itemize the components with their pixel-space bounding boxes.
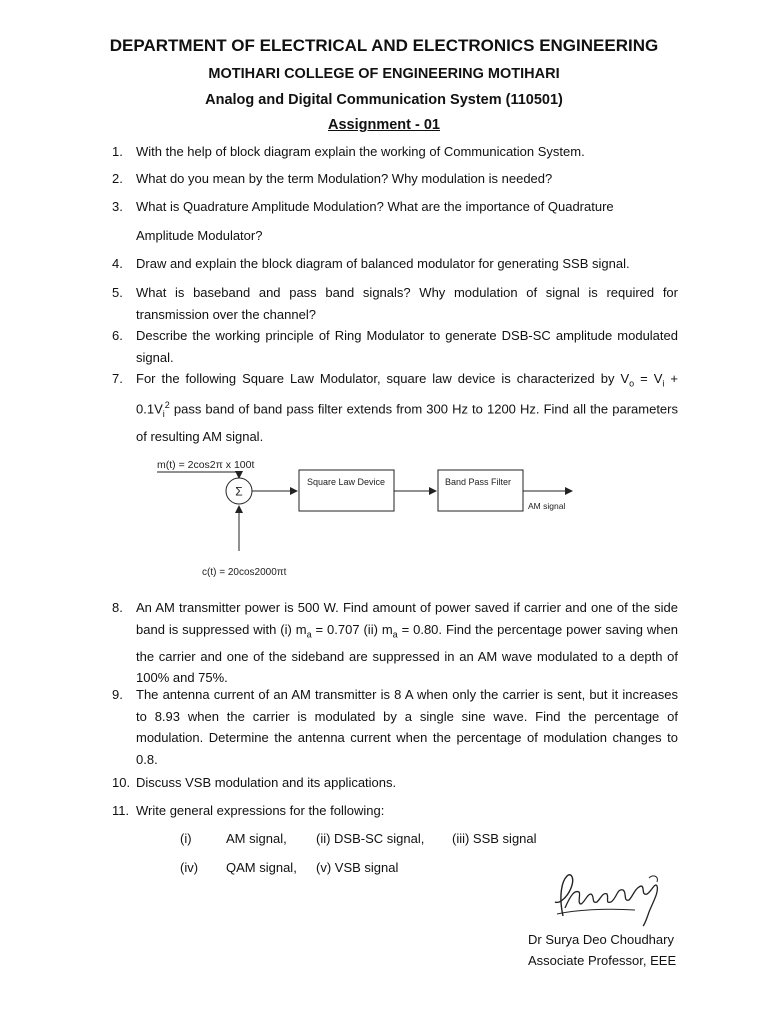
- question-number: 8.: [112, 600, 123, 615]
- question-1: [112, 141, 678, 163]
- signature-title: Associate Professor, EEE: [528, 953, 677, 968]
- square-law-device-label: Square Law Device: [307, 477, 386, 487]
- expr-vsb: (v) VSB signal: [316, 860, 399, 875]
- course-title: Analog and Digital Communication System (110501): [205, 92, 563, 108]
- signature-image: [545, 868, 665, 930]
- question-text: For the following Square Law Modulator, square law device is characterized by $V_o = V_i + 0.1V_i^2$ pass band of band pass filter extends from 300 Hz to 1200 Hz. Find all the parameters of resulting AM signal.: [136, 371, 678, 444]
- question-text-line1: What is Quadrature Amplitude Modulation? What are the importance of Quadrature: [136, 199, 614, 214]
- question-7: [112, 368, 678, 447]
- question-number: 4.: [112, 256, 123, 271]
- question-text: Write general expressions for the following:: [136, 803, 385, 818]
- question-6: [112, 325, 678, 368]
- question-text: What do you mean by the term Modulation? Why modulation is needed?: [136, 171, 553, 186]
- question-10: [112, 772, 678, 794]
- question-3-continued: [112, 225, 678, 247]
- question-number: 1.: [112, 144, 123, 159]
- question-8: [112, 597, 678, 689]
- question-5: [112, 282, 678, 325]
- question-text-line2: Amplitude Modulator?: [136, 228, 263, 243]
- expr-label-iv: (iv): [180, 860, 199, 875]
- question-text: The antenna current of an AM transmitter is 8 A when only the carrier is sent, but it increases to 8.93 when the carrier is modulated by a single sine wave. Find the percentage of modulation. Determine the antenna current when the percentage of modulation changes to 0.8.: [136, 687, 678, 767]
- expr-qam: QAM signal,: [226, 860, 297, 875]
- question-number: 3.: [112, 199, 123, 214]
- summer-symbol: Σ: [235, 484, 243, 499]
- question-text: Describe the working principle of Ring Modulator to generate DSB-SC amplitude modulated signal.: [136, 328, 678, 365]
- input-signal-label: m(t) = 2cos2π x 100t: [157, 459, 255, 471]
- carrier-label: c(t) = 20cos2000πt: [202, 567, 287, 578]
- question-number: 10.: [112, 775, 131, 790]
- signature-name: Dr Surya Deo Choudhary: [528, 932, 674, 947]
- question-number: 5.: [112, 285, 123, 300]
- question-11: [112, 800, 678, 822]
- question-number: 2.: [112, 171, 123, 186]
- question-text: An AM transmitter power is 500 W. Find amount of power saved if carrier and one of the side band is suppressed with (i) $m_a = 0.707$ (ii) $m_a = 0.80$. Find the percentage power saving when the carrier and one of the sideband are suppressed in an AM wave modulated to a depth of 100% and 75%.: [136, 600, 678, 686]
- output-label: AM signal: [528, 501, 566, 511]
- question-number: 7.: [112, 371, 123, 386]
- question-3: [112, 196, 678, 218]
- expr-label-i: (i): [180, 831, 192, 846]
- assignment-title: [0, 117, 768, 133]
- question-text: Draw and explain the block diagram of balanced modulator for generating SSB signal.: [136, 256, 630, 271]
- department-title: DEPARTMENT OF ELECTRICAL AND ELECTRONICS ENGINEERING: [109, 36, 659, 55]
- question-text: With the help of block diagram explain the working of Communication System.: [136, 144, 585, 159]
- question-text: Discuss VSB modulation and its applications.: [136, 775, 397, 790]
- square-law-modulator-diagram: [140, 450, 600, 585]
- band-pass-filter-label: Band Pass Filter: [445, 477, 512, 487]
- question-number: 9.: [112, 687, 123, 702]
- college-title: MOTIHARI COLLEGE OF ENGINEERING MOTIHARI: [208, 66, 560, 82]
- expr-dsbsc: (ii) DSB-SC signal,: [316, 831, 425, 846]
- expr-am: AM signal,: [226, 831, 287, 846]
- question-9: [112, 684, 678, 770]
- question-4: [112, 253, 678, 275]
- question-2: [112, 168, 678, 190]
- expr-ssb: (iii) SSB signal: [452, 831, 537, 846]
- question-number: 11.: [112, 803, 130, 818]
- assignment-label: Assignment - 01: [328, 117, 440, 133]
- question-number: 6.: [112, 328, 123, 343]
- question-text: What is baseband and pass band signals? Why modulation of signal is required for transmission over the channel?: [136, 285, 678, 322]
